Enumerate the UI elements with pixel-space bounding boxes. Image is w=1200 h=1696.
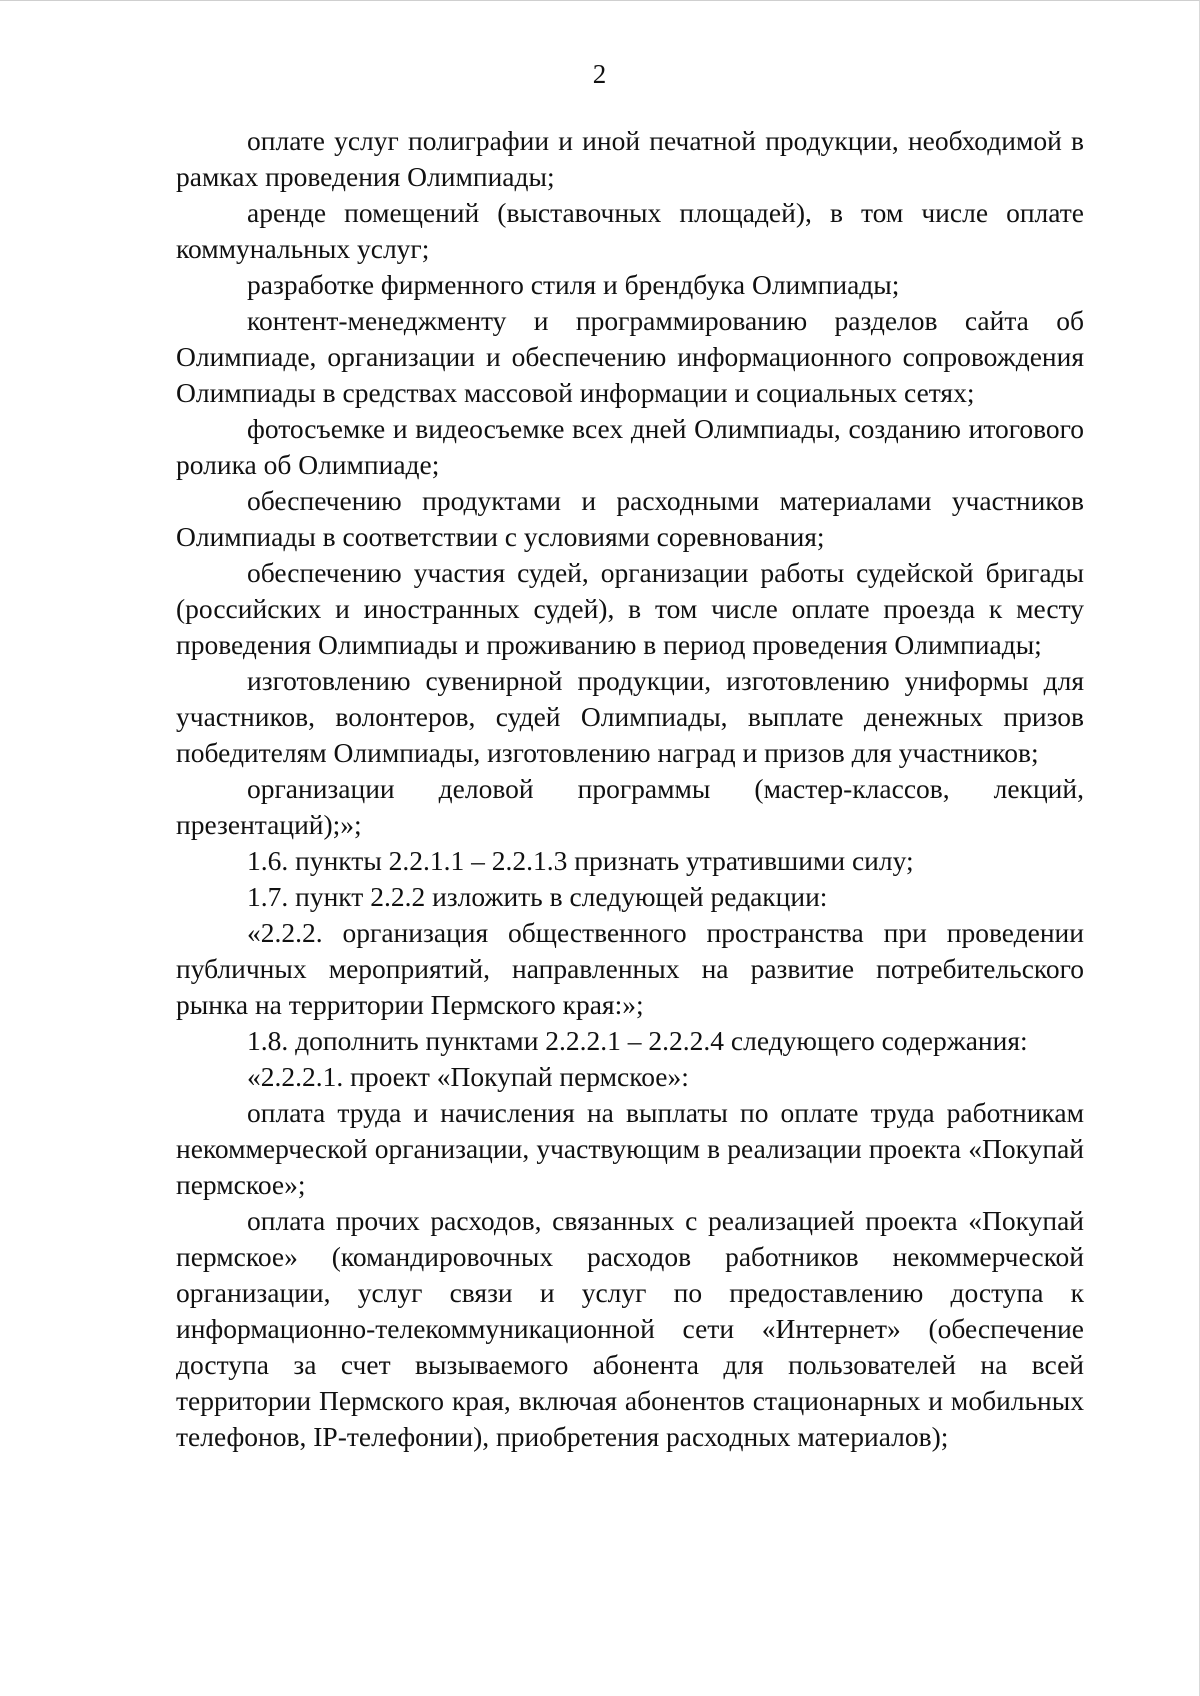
paragraph: «2.2.2. организация общественного пространства при проведении публичных мероприятий, направленных на развитие потребительского рынка на территории Пермского края:»;: [176, 917, 1084, 1020]
paragraph: разработке фирменного стиля и брендбука Олимпиады;: [247, 269, 900, 300]
paragraph: обеспечению участия судей, организации работы судейской бригады (российских и иностранных судей), в том числе оплате проезда к месту проведения Олимпиады и проживанию в период проведения Олимпиады;: [176, 557, 1084, 660]
paragraph: аренде помещений (выставочных площадей), в том числе оплате коммунальных услуг;: [176, 197, 1084, 264]
paragraph: 1.7. пункт 2.2.2 изложить в следующей редакции:: [247, 881, 828, 912]
page-number: 2: [592, 59, 607, 89]
paragraph: организации деловой программы (мастер-классов, лекций, презентаций);»;: [176, 773, 1084, 840]
paragraph: «2.2.2.1. проект «Покупай пермское»:: [247, 1061, 689, 1092]
paragraph: фотосъемке и видеосъемке всех дней Олимпиады, созданию итогового ролика об Олимпиаде;: [176, 413, 1084, 480]
paragraph: оплата труда и начисления на выплаты по оплате труда работникам некоммерческой организации, участвующим в реализации проекта «Покупай пермское»;: [176, 1097, 1084, 1200]
paragraph: изготовлению сувенирной продукции, изготовлению униформы для участников, волонтеров, судей Олимпиады, выплате денежных призов победителям Олимпиады, изготовлению наград и призов для участников;: [176, 665, 1084, 768]
paragraph: контент-менеджменту и программированию разделов сайта об Олимпиаде, организации и обеспечению информационного сопровождения Олимпиады в средствах массовой информации и социальных сетях;: [176, 305, 1084, 408]
paragraph: оплата прочих расходов, связанных с реализацией проекта «Покупай пермское» (командировочных расходов работников некоммерческой организации, услуг связи и услуг по предоставлению доступа к информационно-телекоммуникационной сети «Интернет» (обеспечение доступа за счет вызываемого абонента для пользователей на всей территории Пермского края, включая абонентов стационарных и мобильных телефонов, IP-телефонии), приобретения расходных материалов);: [176, 1205, 1084, 1452]
paragraph: оплате услуг полиграфии и иной печатной продукции, необходимой в рамках проведения Олимпиады;: [176, 125, 1084, 192]
paragraph: 1.6. пункты 2.2.1.1 – 2.2.1.3 признать утратившими силу;: [247, 845, 914, 876]
paragraph: 1.8. дополнить пунктами 2.2.2.1 – 2.2.2.4 следующего содержания:: [247, 1025, 1028, 1056]
paragraph: обеспечению продуктами и расходными материалами участников Олимпиады в соответствии с условиями соревнования;: [176, 485, 1084, 552]
document-body: [176, 123, 1084, 1455]
